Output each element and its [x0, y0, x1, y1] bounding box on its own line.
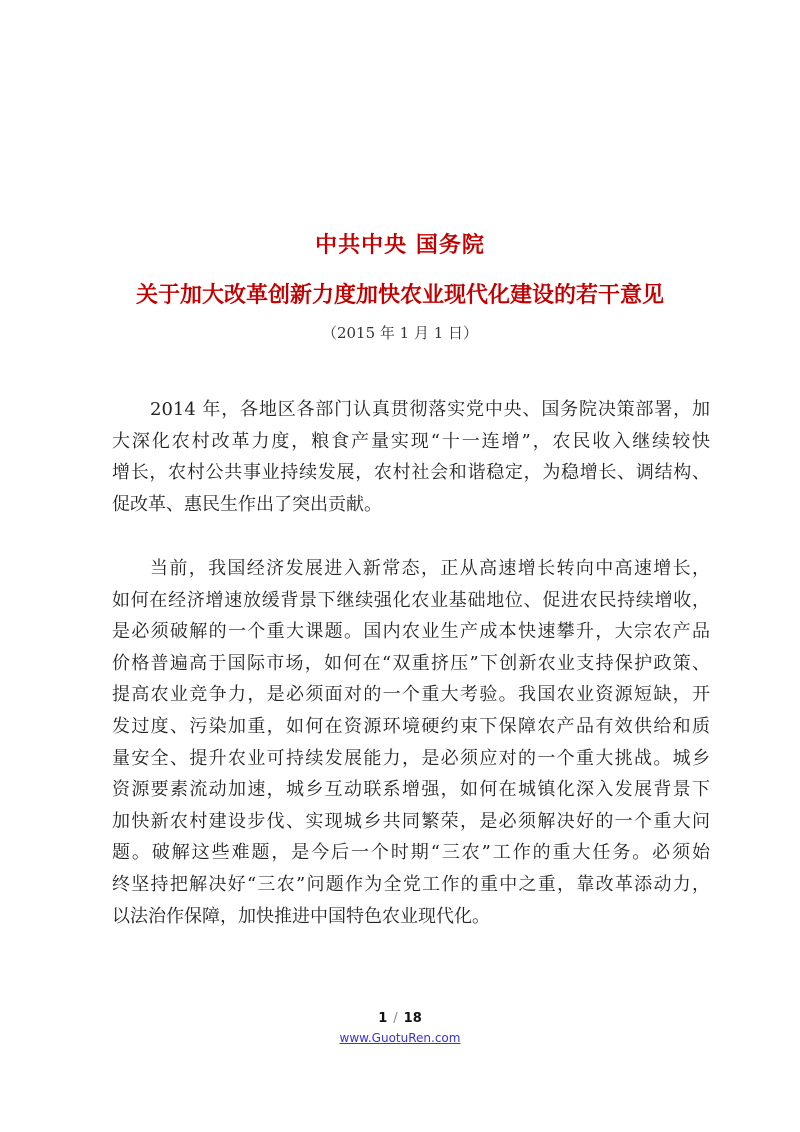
paragraph-line: 加快新农村建设步伐、实现城乡共同繁荣，是必须解决好的一个重大问 — [112, 810, 710, 832]
paragraph-line: 资源要素流动加速，城乡互动联系增强，如何在城镇化深入发展背景下 — [112, 779, 710, 801]
paragraph-line: 大深化农村改革力度，粮食产量实现“十一连增”，农民收入继续较快 — [112, 430, 710, 452]
paragraph-line: 当前，我国经济发展进入新常态，正从高速增长转向中高速增长， — [150, 558, 710, 579]
page-separator: / — [393, 1011, 398, 1026]
paragraph-1 — [112, 394, 710, 520]
paragraph-line: 如何在经济增速放缓背景下继续强化农业基础地位、促进农民持续增收， — [112, 589, 710, 611]
paragraph-2 — [112, 553, 710, 932]
document-title-issuer: 中共中央 国务院 — [315, 233, 485, 258]
paragraph-line: 增长，农村公共事业持续发展，农村社会和谐稳定，为稳增长、调结构、 — [112, 462, 710, 484]
paragraph-line: 发过度、污染加重，如何在资源环境硬约束下保障农产品有效供给和质 — [112, 715, 710, 737]
website-link[interactable]: www.GuotuRen.com — [339, 1031, 461, 1045]
paragraph-line: 价格普遍高于国际市场，如何在“双重挤压”下创新农业支持保护政策、 — [112, 652, 710, 674]
document-title: 关于加大改革创新力度加快农业现代化建设的若干意见 — [135, 283, 664, 308]
paragraph-line: 终坚持把解决好“三农”问题作为全党工作的重中之重，靠改革添动力， — [112, 873, 710, 895]
paragraph-line: 是必须破解的一个重大课题。国内农业生产成本快速攀升，大宗农产品 — [112, 621, 710, 643]
page-current: 1 — [378, 1011, 388, 1026]
paragraph-line: 提高农业竞争力，是必须面对的一个重大考验。我国农业资源短缺，开 — [112, 684, 710, 706]
page-total: 18 — [403, 1011, 422, 1026]
paragraph-line: 题。破解这些难题，是今后一个时期“三农”工作的重大任务。必须始 — [112, 842, 710, 864]
paragraph-line: 促改革、惠民生作出了突出贡献。 — [112, 493, 382, 515]
paragraph-line: 以法治作保障，加快推进中国特色农业现代化。 — [112, 905, 490, 927]
document-date: （2015 年 1 月 1 日） — [321, 324, 479, 342]
page-number — [0, 1011, 800, 1026]
paragraph-line: 2014 年，各地区各部门认真贯彻落实党中央、国务院决策部署，加 — [150, 399, 710, 420]
footer-link-container — [0, 1031, 800, 1045]
paragraph-line: 量安全、提升农业可持续发展能力，是必须应对的一个重大挑战。城乡 — [112, 747, 710, 769]
